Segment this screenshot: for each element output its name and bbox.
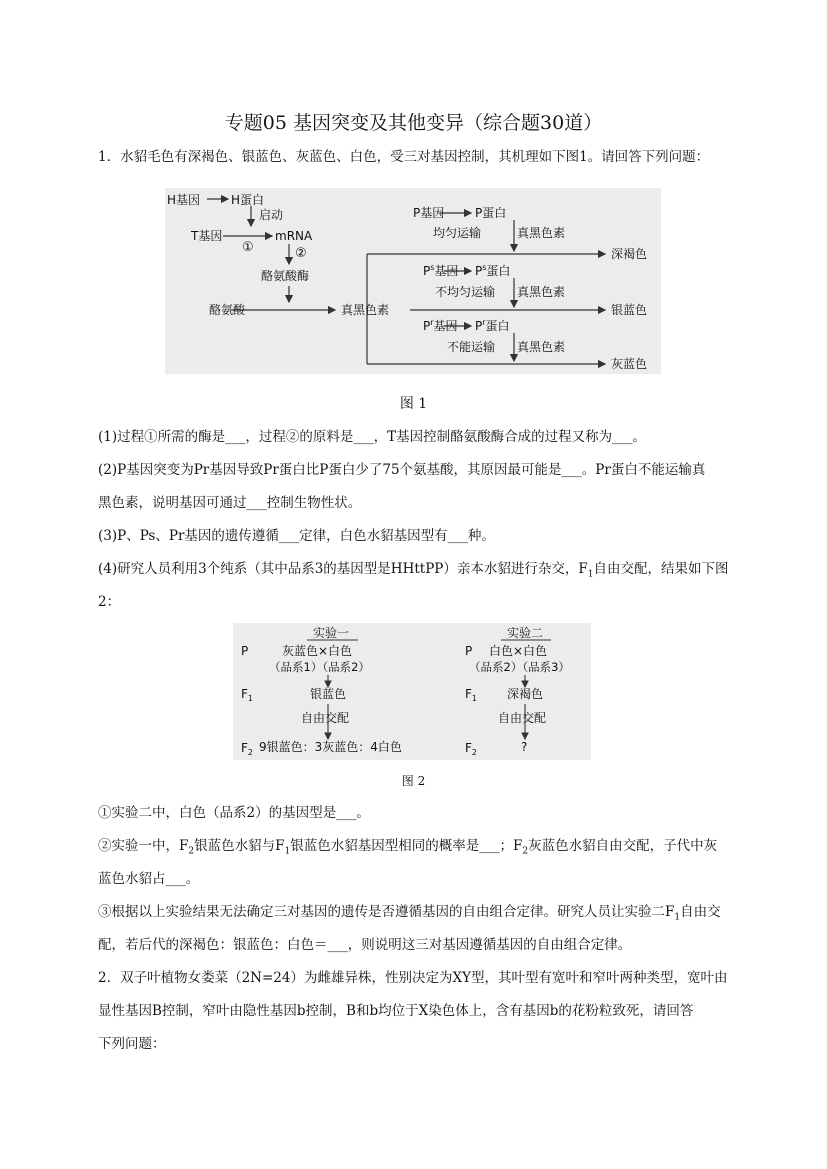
color-silver-label: 银蓝色: [611, 303, 648, 317]
exp1-free-mating: 自由交配: [301, 711, 350, 725]
q1-sub2-line1: (2)P基因突变为Pr基因导致Pr蛋白比P蛋白少了75个氨基酸，其原因最可能是___。Pr蛋白不能运输真: [98, 462, 706, 478]
color-gray-label: 灰蓝色: [611, 357, 648, 371]
figure-1-caption: 图 1: [399, 396, 428, 412]
pr-protein-label: $P^r$蛋白: [475, 318, 510, 333]
step-1-label: ①: [242, 240, 254, 255]
exp2-title: 实验二: [507, 626, 544, 640]
q1-answer-3-line1: ③根据以上实验结果无法确定三对基因的遗传是否遵循基因的自由组合定律。研究人员让实验二$F_1$自由交: [98, 904, 721, 923]
pr-melanin-label: 真黑色素: [517, 340, 566, 354]
q1-answer-2-line2: 蓝色水貂占___。: [98, 871, 200, 887]
tyrosine-label: 酪氨酸: [209, 303, 246, 317]
q1-sub3: (3)P、Ps、Pr基因的遗传遵循___定律，白色水貂基因型有___种。: [98, 528, 495, 544]
exp2-f1: 深褐色: [507, 687, 544, 701]
figure-1-pathway: [165, 188, 661, 374]
q1-sub1: (1)过程①所需的酶是___，过程②的原料是___，T基因控制酪氨酸酶合成的过程又称为___。: [98, 429, 646, 445]
p-transport-label: 均匀运输: [433, 226, 482, 240]
q1-sub4-line1: (4)研究人员利用3个纯系（其中品系3的基因型是HHttPP）亲本水貂进行杂交，$F_1$自由交配，结果如下图: [98, 561, 729, 580]
pr-gene-label: $P^r$基因: [423, 318, 458, 333]
exp1-f2: 9银蓝色：3灰蓝色：4白色: [259, 740, 402, 754]
q1-sub2-line2: 黑色素，说明基因可通过___控制生物性状。: [98, 495, 362, 511]
qidong-label: 启动: [259, 208, 284, 222]
exp2-f2: ?: [521, 740, 528, 754]
step-2-label: ②: [295, 246, 307, 261]
mrna-label: mRNA: [275, 229, 313, 243]
ps-transport-label: 不均匀运输: [435, 285, 496, 299]
exp2-cross: 白色×白色: [489, 644, 548, 658]
exp1-strains: （品系1）（品系2）: [269, 660, 370, 674]
exp1-title: 实验一: [313, 626, 350, 640]
q2-line3: 下列问题：: [98, 1036, 166, 1052]
p-protein-label: P蛋白: [475, 206, 507, 220]
q1-answer-1: ①实验二中，白色（品系2）的基因型是___。: [98, 805, 370, 821]
f2-gen-label-2: $F_2$: [465, 741, 477, 757]
p-gen-label-2: P: [465, 644, 473, 658]
exp2-free-mating: 自由交配: [498, 711, 547, 725]
p-melanin-label: 真黑色素: [517, 226, 566, 240]
q1-intro: 1．水貂毛色有深褐色、银蓝色、灰蓝色、白色，受三对基因控制，其机理如下图1。请回答下列问题：: [98, 149, 710, 165]
f2-gen-label-1: $F_2$: [241, 741, 253, 757]
figure-2-experiments: [233, 623, 591, 760]
exp1-cross: 灰蓝色×白色: [282, 644, 353, 658]
exp1-f1: 银蓝色: [310, 687, 347, 701]
figure-2-caption: 图 2: [401, 774, 426, 788]
ps-protein-label: $P^s$蛋白: [475, 263, 511, 278]
color-dark-label: 深褐色: [611, 247, 648, 261]
enzyme-label: 酪氨酸酶: [261, 269, 310, 283]
melanin-label: 真黑色素: [341, 303, 390, 317]
h-protein-label: H蛋白: [231, 193, 265, 207]
h-gene-label: H基因: [167, 193, 201, 207]
ps-melanin-label: 真黑色素: [517, 285, 566, 299]
q2-line2: 显性基因B控制，窄叶由隐性基因b控制，B和b均位于X染色体上，含有基因b的花粉粒致死，请回答: [98, 1003, 694, 1019]
ps-gene-label: $P^s$基因: [423, 263, 459, 278]
page-title: 专题05 基因突变及其他变异（综合题30道）: [224, 112, 603, 134]
exp2-strains: （品系2）（品系3）: [469, 660, 570, 674]
pr-transport-label: 不能运输: [447, 340, 496, 354]
p-gen-label-1: P: [241, 644, 249, 658]
q1-answer-2-line1: ②实验一中，$F_2$银蓝色水貂与$F_1$银蓝色水貂基因型相同的概率是___；$F_2$灰蓝色水貂自由交配，子代中灰: [98, 838, 718, 857]
q2-line1: 2．双子叶植物女娄菜（2N=24）为雌雄异株，性别决定为XY型，其叶型有宽叶和窄叶两种类型，宽叶由: [98, 970, 728, 986]
t-gene-label: T基因: [191, 229, 223, 243]
f1-gen-label-1: $F_1$: [241, 687, 253, 703]
q1-answer-3-line2: 配，若后代的深褐色：银蓝色：白色＝___，则说明这三对基因遵循基因的自由组合定律。: [98, 937, 632, 953]
q1-sub4-line2: 2：: [98, 594, 121, 610]
f1-gen-label-2: $F_1$: [465, 687, 477, 703]
p-gene-label: P基因: [413, 206, 445, 220]
